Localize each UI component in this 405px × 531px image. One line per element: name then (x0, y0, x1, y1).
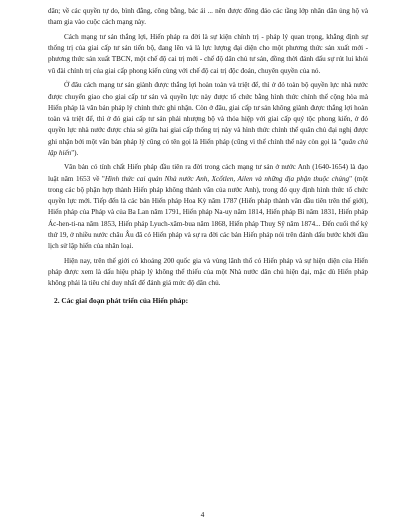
paragraph (48, 256, 368, 290)
paragraph (48, 162, 368, 252)
text-run: Hiện nay, trên thế giới có khoảng 200 quốc gia và vùng lãnh thổ có Hiến pháp và sự hiện diện của Hiến pháp được xem là dấu hiệu pháp lý không thể thiếu của một Nhà nước dân chủ hiện đại, mặc dù Hiến pháp không phải là tiêu chí duy nhất để đánh giá mức độ dân chủ. (48, 256, 368, 288)
italic-text-run: quân chủ lập hiến (48, 137, 368, 157)
text-run: Văn bản có tính chất Hiến pháp đầu tiên ra đời trong cách mạng tư sản ở nước Anh (1640-1654) là đạo luật năm 1653 về " (48, 163, 368, 183)
text-run: dân; về các quyền tự do, bình đẳng, công bằng, bác ái ... nên được đông đảo các tầng lớp nhân dân ủng hộ và tham gia vào cuộc cách mạng này. (48, 7, 368, 27)
paragraph (48, 6, 368, 29)
text-run: "). (71, 148, 79, 157)
italic-text-run: Hình thức cai quản Nhà nước Anh, Xcốtlen, Ailen và những địa phận thuộc chúng (104, 174, 350, 183)
section-heading: 2. Các giai đoạn phát triển của Hiến pháp: (54, 295, 189, 305)
document-body (48, 6, 368, 306)
page-number: 4 (200, 510, 205, 519)
text-run: Cách mạng tư sản thắng lợi, Hiến pháp ra đời là sự kiện chính trị - pháp lý quan trọng, khẳng định sự thống trị của giai cấp tư sản tiến bộ, đang lên và là lực lượng đại diện cho một phương thức sản xuất mới - phương thức sản xuất TBCN, một chế độ cai trị mới - chế độ dân chủ tư sản, đồng thời đánh dấu sự rút lui khỏi vũ đài chính trị của giai cấp phong kiến cùng với chế độ cai trị độc đoán, chuyên quyền của nó. (48, 32, 368, 75)
text-run: " (một trong các bộ phận hợp thành Hiến pháp không thành văn của nước Anh), trong đó quy định hình thức tổ chức quyền lực mới. Tiếp đến là các bản Hiến pháp Hoa Kỳ năm 1787 (Hiến pháp thành văn đầu tiên trên thế giới), Hiến pháp của Pháp và của Ba Lan năm 1791, Hiến pháp Na-uy năm 1814, Hiến pháp Bỉ năm 1831, Hiến pháp Ác-hen-ti-na năm 1853, Hiến pháp Lyuch-xăm-bua năm 1868, Hiến pháp Thuỵ Sỹ năm 1874... Đến cuối thế kỷ thứ 19, ở nhiều nước châu Âu đã có Hiến pháp và sự ra đời các bản Hiến pháp nói trên đánh dấu bước khởi đầu lịch sử lập hiến của nhân loại. (48, 174, 369, 251)
paragraph (48, 32, 368, 77)
text-run: Ở đâu cách mạng tư sản giành được thắng lợi hoàn toàn và triệt để, thì ở đó toàn bộ quyền lực nhà nước được chuyển giao cho giai cấp tư sản và quyền lực này được tổ chức bằng hình thức chính thể cộng hòa mà Hiến pháp là văn bản pháp lý chính thức ghi nhận. Còn ở đâu, giai cấp tư sản không giành được thắng lợi hoàn toàn và triệt để, thì ở đó giai cấp tư sản phải nhượng bộ và thỏa hiệp với giai cấp quý tộc phong kiến, ở đó quyền lực nhà nước được chia sẻ giữa hai giai cấp thống trị này và hình thức chính thể quân chủ đại nghị được ghi nhận bởi một văn bản pháp lý cũng có tên gọi là Hiến pháp (cũng vì thể chính thể này còn gọi là " (48, 81, 368, 146)
paragraph (48, 80, 368, 159)
